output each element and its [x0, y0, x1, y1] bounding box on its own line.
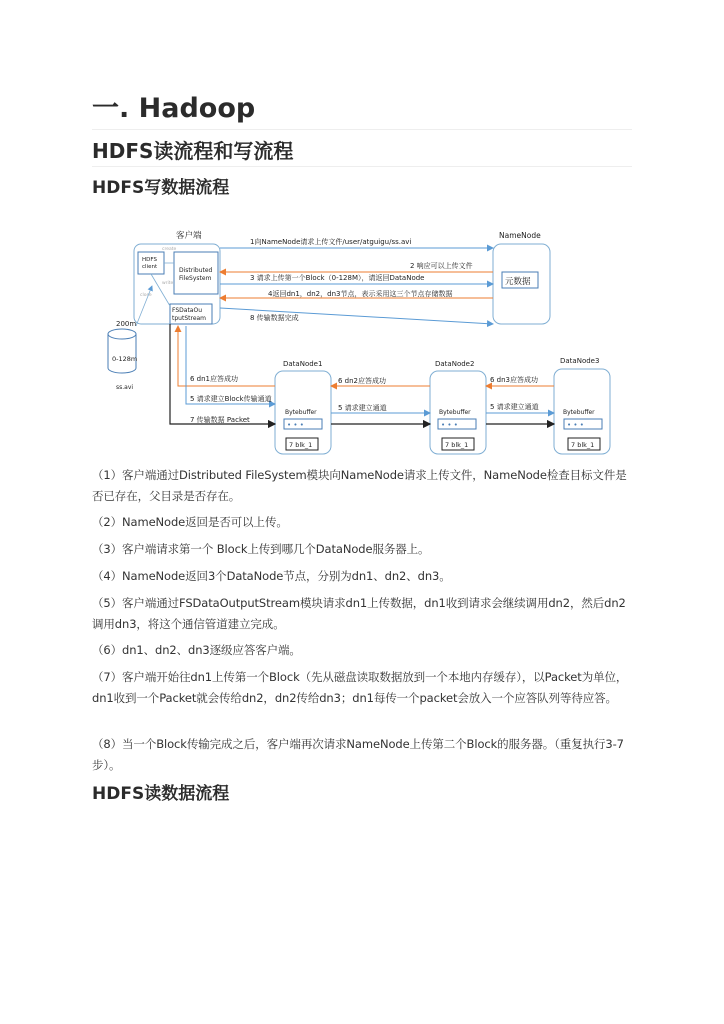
label-dn3-pipeline: 5 请求建立通道: [490, 403, 539, 411]
label-dn2-pipeline: 5 请求建立通道: [338, 404, 387, 412]
label-step-3: 3 请求上传第一个Block（0-128M），请返回DataNode: [250, 274, 425, 282]
datanode2-title: DataNode2: [435, 360, 475, 368]
close-label: close: [140, 293, 152, 298]
label-step-4: 4返回dn1，dn2，dn3节点，表示采用这三个节点存储数据: [268, 290, 453, 298]
dfs-label-1: Distributed: [179, 267, 213, 274]
paragraph-step-4: （4）NameNode返回3个DataNode节点，分别为dn1、dn2、dn3。: [92, 569, 451, 583]
paragraph-step-3: （3）客户端请求第一个 Block上传到哪几个DataNode服务器上。: [92, 542, 430, 556]
datanode3-buffer-dots: • • •: [567, 421, 584, 429]
heading-hdfs-write: HDFS写数据流程: [92, 178, 230, 198]
file-cylinder: [108, 334, 136, 373]
datanode2-bytebuffer: Bytebuffer: [439, 409, 471, 416]
datanode3-blk: 7 blk_1: [571, 441, 595, 449]
label-dn1-packet: 7 传输数据 Packet: [190, 416, 250, 424]
namenode-metadata-label: 元数据: [505, 277, 531, 287]
datanode1-bytebuffer: Bytebuffer: [285, 409, 317, 416]
fsdos-label-1: FSDataOu: [172, 307, 203, 314]
datanode1-title: DataNode1: [283, 360, 323, 368]
datanode3-bytebuffer: Bytebuffer: [563, 409, 595, 416]
file-cylinder-top: [108, 329, 136, 339]
fsdos-label-2: tputStream: [172, 315, 207, 322]
paragraph-step-1: （1）客户端通过Distributed FileSystem模块向NameNode请求上传文件，NameNode检查目标文件是否已存在，父目录是否存在。: [92, 468, 627, 503]
hdfs-client-box: [138, 252, 164, 274]
datanode1-buffer-dots: • • •: [287, 421, 304, 429]
client-title: 客户端: [176, 231, 202, 241]
write-label: write: [162, 281, 174, 286]
paragraph-step-7: （7）客户端开始往dn1上传第一个Block（先从磁盘读取数据放到一个本地内存缓存），以Packet为单位，dn1收到一个Packet就会传给dn2，dn2传给dn3；dn1每传一个packet会放入一个应答队列等待应答。: [92, 670, 628, 705]
heading-hdfs-read-write: HDFS读流程和写流程: [92, 138, 632, 167]
heading-hdfs-read: HDFS读数据流程: [92, 784, 230, 804]
label-step-8: 8 传输数据完成: [250, 314, 299, 322]
heading-hadoop: 一. Hadoop: [92, 92, 632, 130]
paragraph-step-6: （6）dn1、dn2、dn3逐级应答客户端。: [92, 643, 301, 657]
paragraph-step-8: （8）当一个Block传输完成之后，客户端再次请求NameNode上传第二个Block的服务器。（重复执行3-7步）。: [92, 737, 624, 772]
datanode3-title: DataNode3: [560, 357, 600, 365]
label-step-2: 2 响应可以上传文件: [410, 262, 473, 270]
create-label: create: [162, 247, 177, 252]
label-dn2-ack: 6 dn2应答成功: [338, 377, 387, 385]
arrow-dn1-pipeline: [186, 326, 275, 404]
datanode2-buffer-dots: • • •: [441, 421, 458, 429]
dfs-label-2: FileSystem: [179, 275, 212, 282]
block-range-label: 0-128m: [112, 355, 138, 363]
paragraph-step-2: （2）NameNode返回是否可以上传。: [92, 515, 288, 529]
label-dn1-ack: 6 dn1应答成功: [190, 375, 239, 383]
datanode1-blk: 7 blk_1: [289, 441, 313, 449]
file-name-label: ss.avi: [116, 384, 134, 391]
label-step-1: 1向NameNode请求上传文件/user/atguigu/ss.avi: [250, 238, 412, 246]
label-dn1-pipeline: 5 请求建立Block传输通道: [190, 395, 272, 403]
paragraph-step-5: （5）客户端通过FSDataOutputStream模块请求dn1上传数据，dn1收到请求会继续调用dn2，然后dn2调用dn3，将这个通信管道建立完成。: [92, 596, 626, 631]
namenode-title: NameNode: [499, 231, 541, 240]
file-size-label: 200m: [116, 320, 137, 328]
hdfs-write-diagram: [112, 226, 612, 458]
hdfs-client-label-2: client: [142, 264, 158, 270]
hdfs-client-label-1: HDFS: [142, 257, 157, 263]
label-dn3-ack: 6 dn3应答成功: [490, 376, 539, 384]
datanode2-blk: 7 blk_1: [445, 441, 469, 449]
